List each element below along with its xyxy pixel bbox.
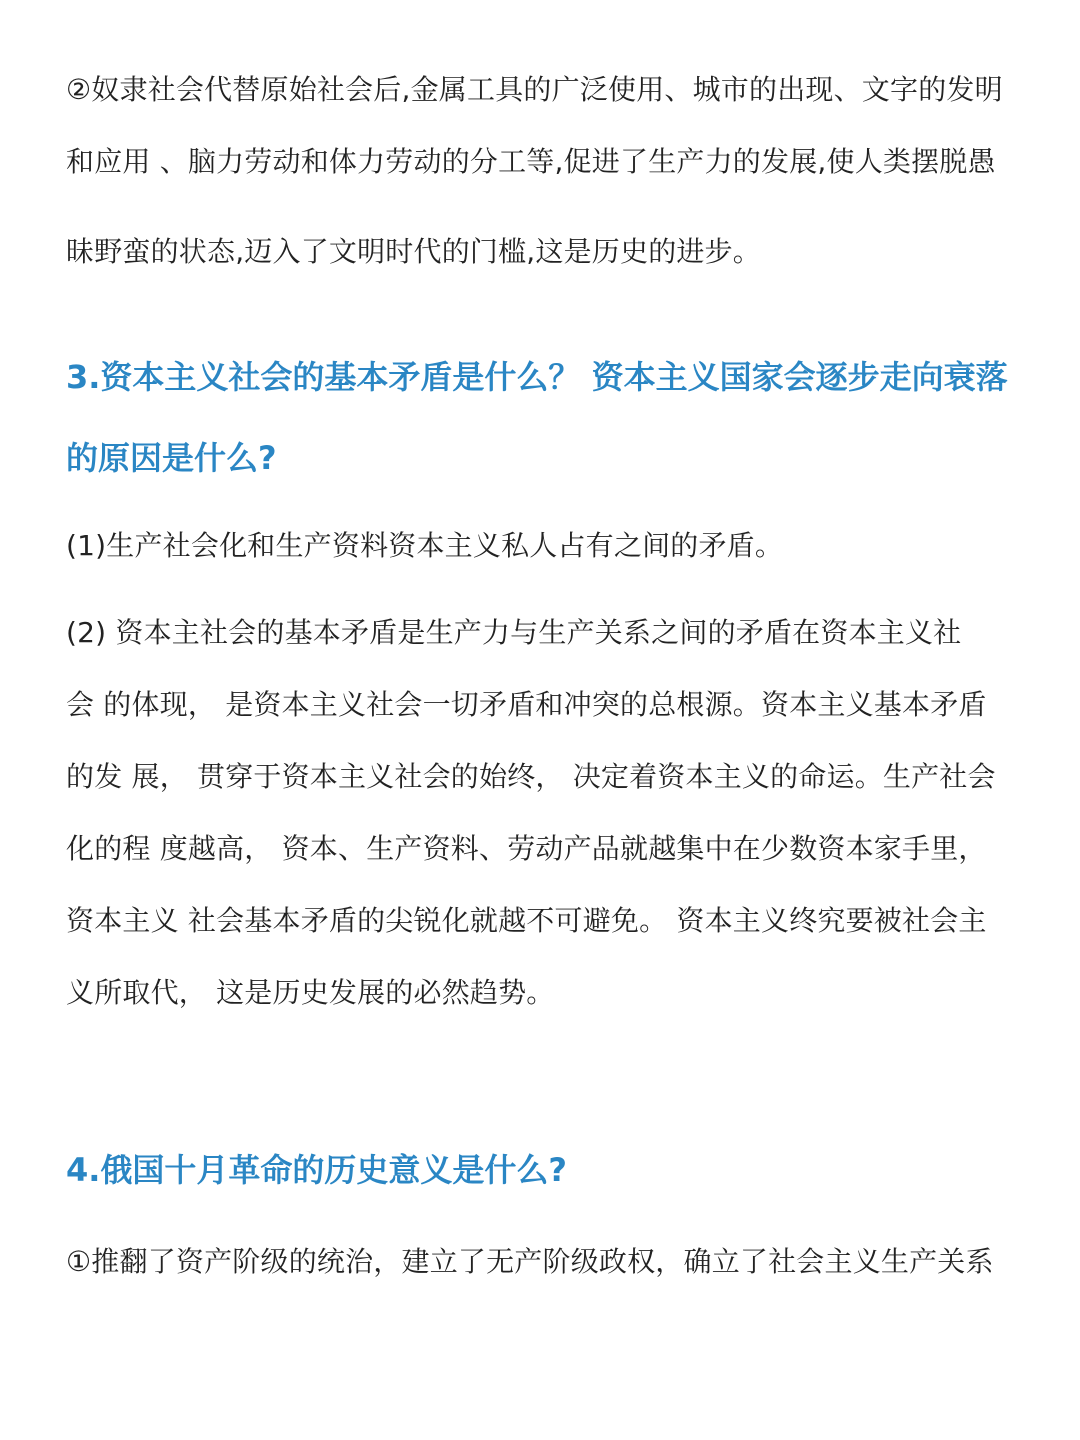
paragraph-line: 的发 展， 贯穿于资本主义社会的始终， 决定着资本主义的命运。生产社会 <box>66 760 996 793</box>
paragraph-line: (2) 资本主社会的基本矛盾是生产力与生产关系之间的矛盾在资本主义社 <box>66 616 962 649</box>
paragraph-line: 资本主义 社会基本矛盾的尖锐化就越不可避免。 资本主义终究要被社会主 <box>66 904 987 937</box>
paragraph-line: ①推翻了资产阶级的统治，建立了无产阶级政权，确立了社会主义生产关系 <box>66 1245 994 1278</box>
section-heading: 的原因是什么? <box>66 439 277 477</box>
paragraph-line: ②奴隶社会代替原始社会后,金属工具的广泛使用、城市的出现、文字的发明 <box>66 73 1003 106</box>
paragraph-line: 会 的体现， 是资本主义社会一切矛盾和冲突的总根源。资本主义基本矛盾 <box>66 688 987 721</box>
paragraph-line: 义所取代， 这是历史发展的必然趋势。 <box>66 976 555 1009</box>
section-heading: 3.资本主义社会的基本矛盾是什么？ 资本主义国家会逐步走向衰落 <box>66 358 1008 396</box>
paragraph-line: 昧野蛮的状态,迈入了文明时代的门槛,这是历史的进步。 <box>66 235 762 268</box>
paragraph-line: 和应用 、脑力劳动和体力劳动的分工等,促进了生产力的发展,使人类摆脱愚 <box>66 145 996 178</box>
paragraph-line: (1)生产社会化和生产资料资本主义私人占有之间的矛盾。 <box>66 529 784 562</box>
paragraph-line: 化的程 度越高， 资本、生产资料、劳动产品就越集中在少数资本家手里， <box>66 832 987 865</box>
section-heading: 4.俄国十月革命的历史意义是什么? <box>66 1151 567 1189</box>
